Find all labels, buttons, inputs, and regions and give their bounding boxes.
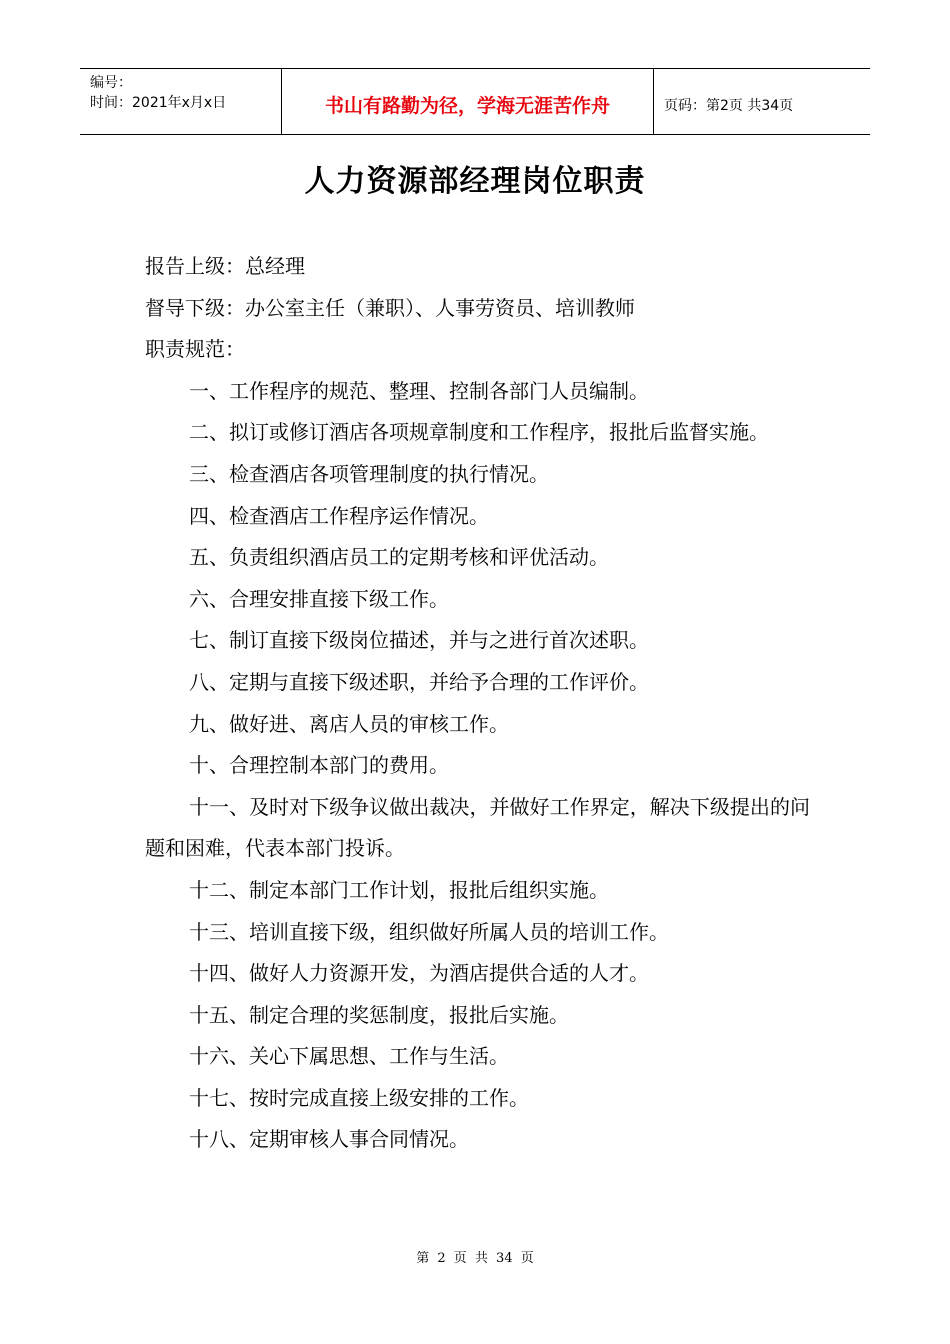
motto: 书山有路勤为径，学海无涯苦作舟 [281, 69, 654, 134]
duties-heading: 职责规范： [145, 337, 245, 362]
duty-item: 五、负责组织酒店员工的定期考核和评优活动。 [189, 545, 609, 570]
page-title: 人力资源部经理岗位职责 [304, 164, 646, 199]
supervise: 督导下级：办公室主任（兼职）、人事劳资员、培训教师 [145, 295, 635, 320]
duty-item: 十六、关心下属思想、工作与生活。 [189, 1044, 509, 1069]
duty-item: 八、定期与直接下级述职，并给予合理的工作评价。 [189, 669, 649, 694]
time-label: 时间：2021年x月x日 [90, 95, 227, 111]
duty-item: 十一、及时对下级争议做出裁决，并做好工作界定，解决下级提出的问题和困难，代表本部门投诉。 [145, 794, 810, 861]
page-footer: 第 2 页 共 34 页 [416, 1251, 534, 1266]
duty-item: 十八、定期审核人事合同情况。 [189, 1127, 469, 1152]
duty-item: 三、检查酒店各项管理制度的执行情况。 [189, 461, 549, 486]
duty-item: 九、做好进、离店人员的审核工作。 [189, 711, 509, 736]
duty-item: 七、制订直接下级岗位描述，并与之进行首次述职。 [189, 628, 649, 653]
duty-item: 十四、做好人力资源开发，为酒店提供合适的人才。 [189, 961, 649, 986]
report-to: 报告上级：总经理 [145, 254, 305, 278]
duty-item: 二、拟订或修订酒店各项规章制度和工作程序，报批后监督实施。 [189, 420, 769, 445]
duty-item: 一、工作程序的规范、整理、控制各部门人员编制。 [189, 378, 649, 403]
duty-item: 十二、制定本部门工作计划，报批后组织实施。 [189, 877, 609, 902]
duty-item: 十五、制定合理的奖惩制度，报批后实施。 [189, 1002, 569, 1027]
header-meta [80, 69, 281, 134]
document-body [145, 246, 810, 1161]
duty-item: 四、检查酒店工作程序运作情况。 [189, 503, 489, 528]
document-header [80, 68, 870, 135]
duty-item: 六、合理安排直接下级工作。 [189, 586, 449, 611]
duty-item: 十三、培训直接下级，组织做好所属人员的培训工作。 [189, 919, 669, 944]
duty-item: 十七、按时完成直接上级安排的工作。 [189, 1085, 529, 1110]
duty-item: 十、合理控制本部门的费用。 [189, 753, 449, 778]
number-label: 编号： [90, 75, 132, 91]
page-info: 页码：第2页 共34页 [664, 97, 794, 114]
